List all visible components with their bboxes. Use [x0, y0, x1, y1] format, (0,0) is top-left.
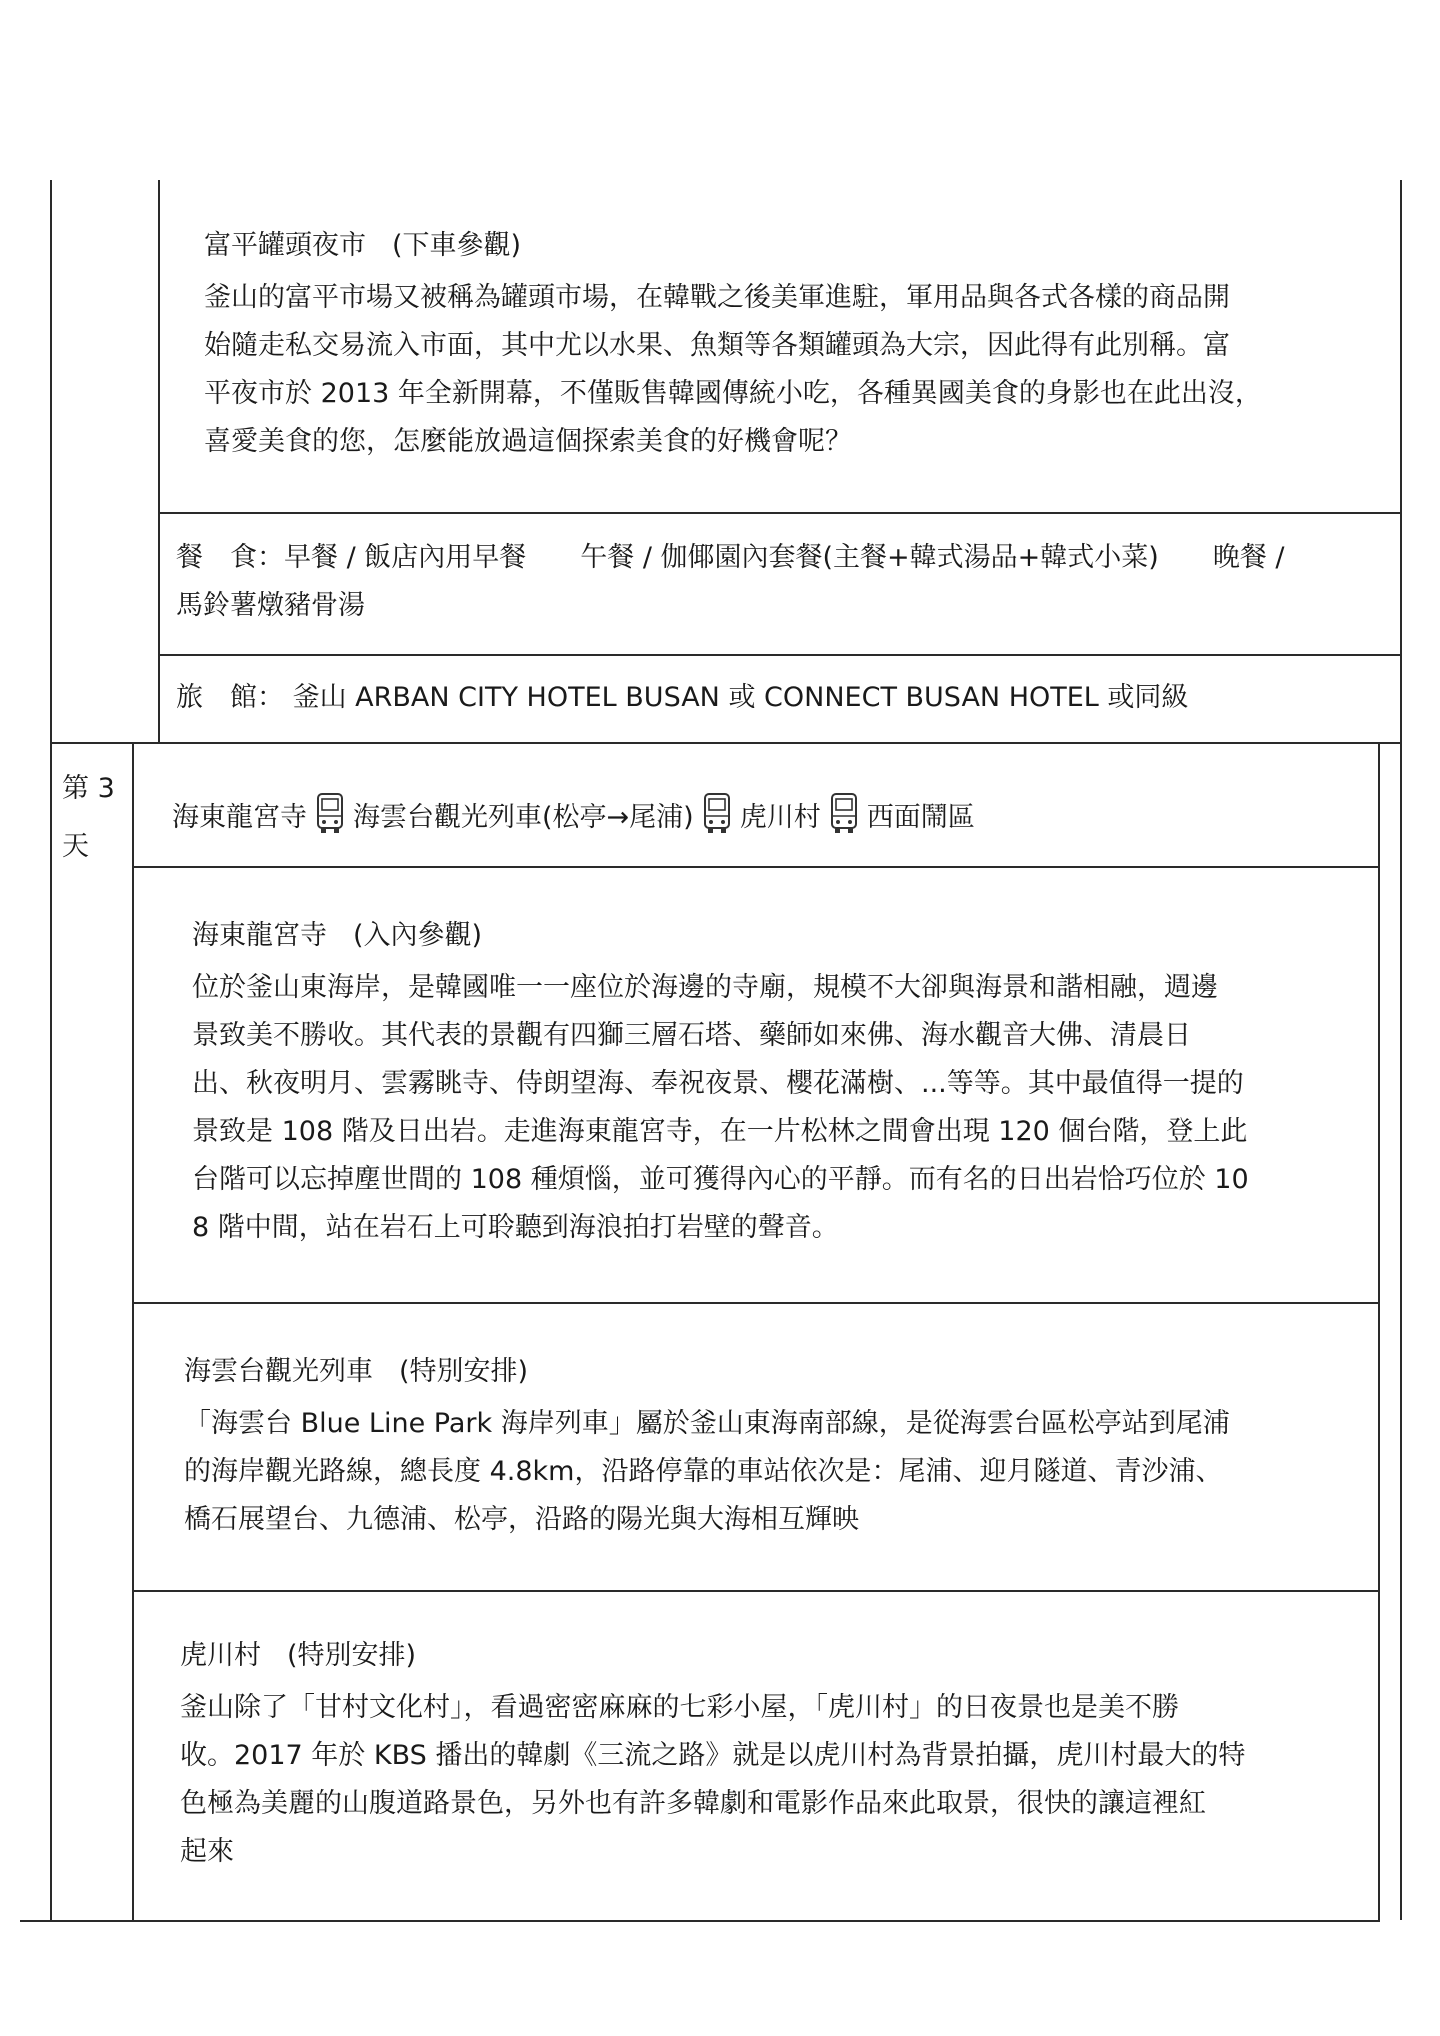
paragraph-line: 起來: [180, 1836, 234, 1867]
day-label: [62, 760, 115, 876]
paragraph-line: 平夜市於 2013 年全新開幕，不僅販售韓國傳統小吃，各種異國美食的身影也在此出沒，: [204, 378, 1262, 409]
bus-icon: [315, 791, 345, 837]
section-body-train: [184, 1400, 1230, 1544]
row-divider: [132, 1590, 1380, 1592]
section-title-village: [180, 1634, 416, 1678]
route-stop: 海雲台觀光列車(松亭→尾浦): [353, 801, 694, 833]
section-title-train: [184, 1350, 528, 1394]
section-title-text: 海雲台觀光列車: [184, 1356, 373, 1387]
paragraph-line: 位於釜山東海岸，是韓國唯一一座位於海邊的寺廟，規模不大卻與海景和諧相融，週邊: [192, 972, 1218, 1003]
paragraph-line: 色極為美麗的山腹道路景色，另外也有許多韓劇和電影作品來此取景，很快的讓這裡紅: [180, 1788, 1206, 1819]
section-body-fuping: [204, 274, 1262, 466]
paragraph-line: 釜山除了「甘村文化村」，看過密密麻麻的七彩小屋，「虎川村」的日夜景也是美不勝: [180, 1692, 1179, 1723]
table-left-border: [50, 180, 52, 1920]
section-body-village: [180, 1684, 1245, 1876]
table-column-divider: [132, 742, 134, 1920]
section-title-note: (特別安排): [287, 1640, 417, 1671]
paragraph-line: 橋石展望台、九德浦、松亭，沿路的陽光與大海相互輝映: [184, 1504, 859, 1535]
table-column-divider: [158, 180, 160, 742]
day-route: [172, 782, 975, 846]
meals-line: 馬鈴薯燉豬骨湯: [176, 590, 365, 621]
row-divider-day3: [50, 742, 1402, 744]
paragraph-line: 台階可以忘掉塵世間的 108 種煩惱，並可獲得內心的平靜。而有名的日出岩恰巧位於 10: [192, 1164, 1249, 1195]
section-title-fuping: [204, 224, 521, 268]
route-stop: 海東龍宮寺: [172, 801, 307, 833]
bus-icon: [702, 791, 732, 837]
row-divider: [158, 654, 1402, 656]
row-divider: [132, 1302, 1380, 1304]
paragraph-line: 景致是 108 階及日出岩。走進海東龍宮寺，在一片松林之間會出現 120 個台階，登上此: [192, 1116, 1248, 1147]
bus-icon: [829, 791, 859, 837]
day-label-unit: 天: [62, 831, 89, 862]
route-stop: 虎川村: [739, 801, 821, 833]
row-divider: [132, 866, 1380, 868]
section-title-note: (入內參觀): [353, 920, 483, 951]
table-bottom-border: [20, 1920, 1380, 1922]
table-right-border-lower: [1378, 742, 1380, 1920]
section-title-text: 富平罐頭夜市: [204, 230, 366, 261]
paragraph-line: 8 階中間，站在岩石上可聆聽到海浪拍打岩壁的聲音。: [192, 1212, 839, 1243]
section-title-note: (特別安排): [399, 1356, 529, 1387]
paragraph-line: 的海岸觀光路線，總長度 4.8km，沿路停靠的車站依次是：尾浦、迎月隧道、青沙浦、: [184, 1456, 1223, 1487]
paragraph-line: 景致美不勝收。其代表的景觀有四獅三層石塔、藥師如來佛、海水觀音大佛、清晨日: [192, 1020, 1191, 1051]
section-body-temple: [192, 964, 1249, 1252]
paragraph-line: 「海雲台 Blue Line Park 海岸列車」屬於釜山東海南部線，是從海雲台區松亭站到尾浦: [184, 1408, 1230, 1439]
hotel-info: 旅 館： 釜山 ARBAN CITY HOTEL BUSAN 或 CONNECT BUSAN HOTEL 或同級: [176, 682, 1189, 713]
day-label-number: 第 3: [62, 773, 115, 804]
section-title-text: 海東龍宮寺: [192, 920, 327, 951]
section-title-temple: [192, 914, 482, 958]
route-stop: 西面鬧區: [866, 801, 975, 833]
section-title-text: 虎川村: [180, 1640, 261, 1671]
meals-info: [176, 534, 1285, 630]
row-divider: [158, 512, 1402, 514]
paragraph-line: 出、秋夜明月、雲霧眺寺、侍朗望海、奉祝夜景、櫻花滿樹、...等等。其中最值得一提的: [192, 1068, 1244, 1099]
paragraph-line: 釜山的富平市場又被稱為罐頭市場，在韓戰之後美軍進駐，軍用品與各式各樣的商品開: [204, 282, 1230, 313]
paragraph-line: 收。2017 年於 KBS 播出的韓劇《三流之路》就是以虎川村為背景拍攝，虎川村最大的特: [180, 1740, 1246, 1771]
section-title-note: (下車參觀): [392, 230, 522, 261]
meals-line: 餐 食：早餐 / 飯店內用早餐 午餐 / 伽倻園內套餐(主餐+韓式湯品+韓式小菜) 晚餐 /: [176, 542, 1285, 573]
paragraph-line: 喜愛美食的您，怎麼能放過這個探索美食的好機會呢？: [204, 426, 852, 457]
paragraph-line: 始隨走私交易流入市面，其中尤以水果、魚類等各類罐頭為大宗，因此得有此別稱。富: [204, 330, 1230, 361]
table-right-border: [1400, 180, 1402, 1920]
